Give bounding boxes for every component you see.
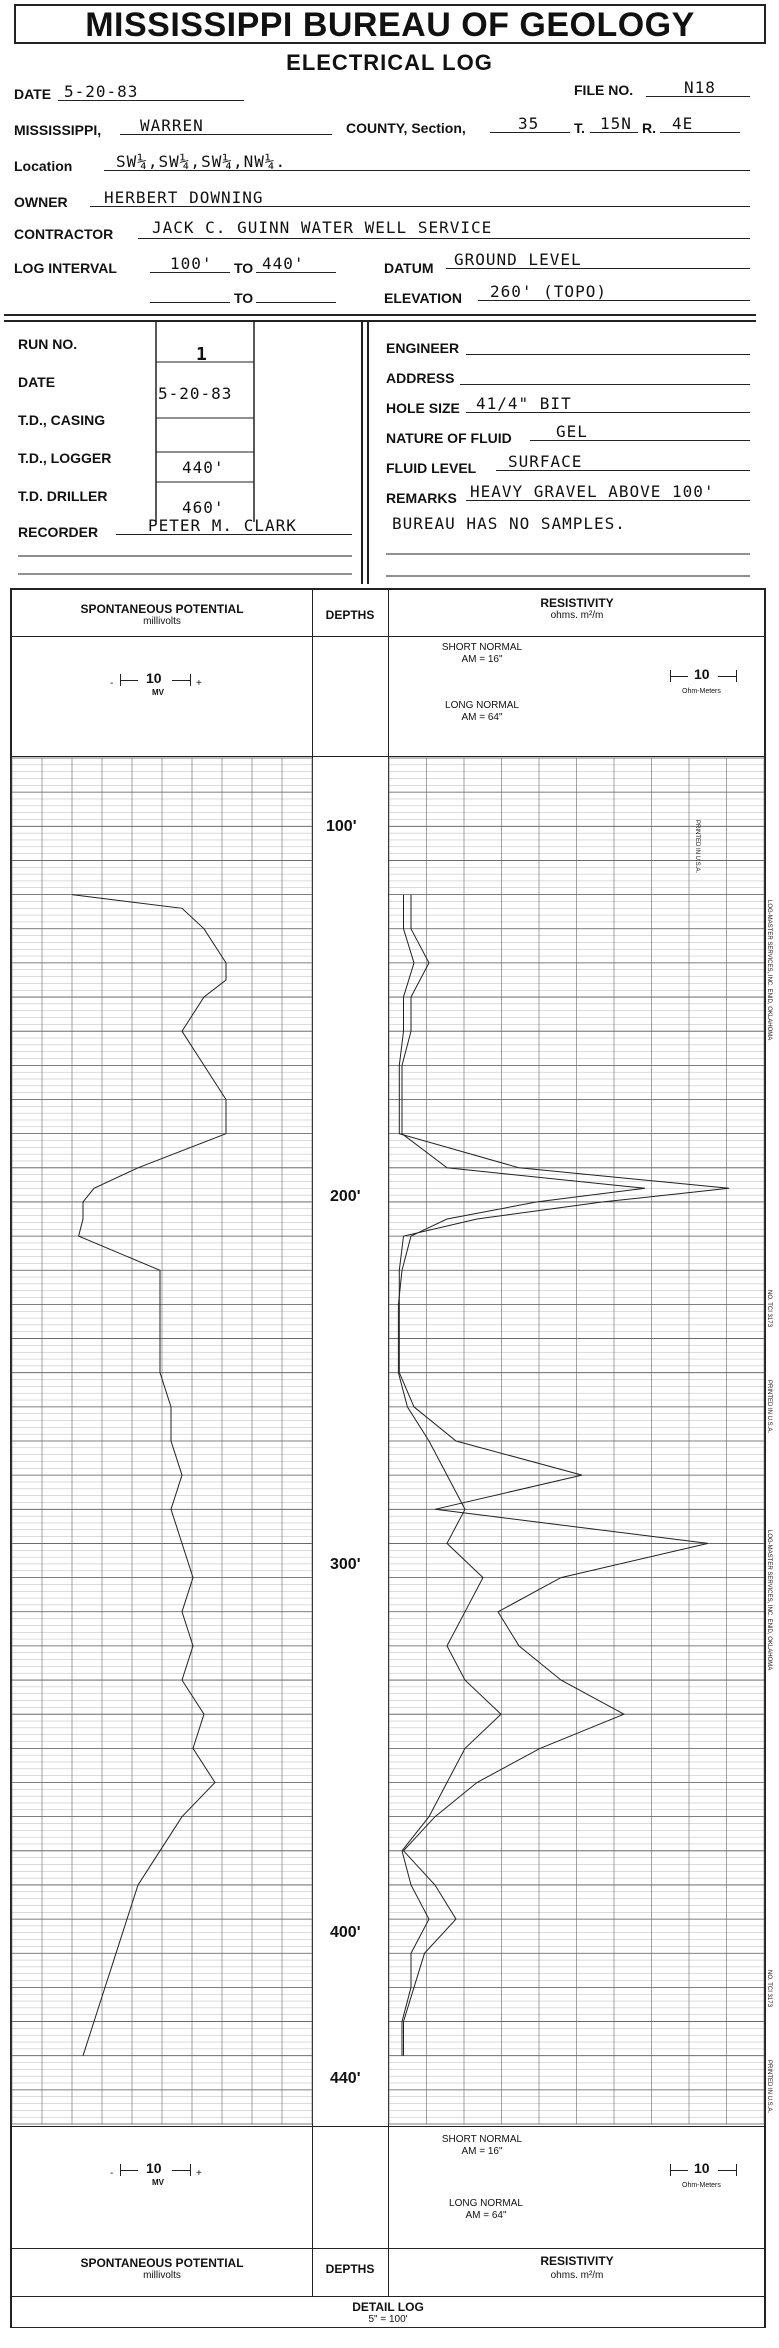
detail-log-scale: 5" = 100' <box>368 2314 408 2325</box>
res-scale-value: 10 <box>694 666 710 682</box>
margin-no-2: NO. TCI 3173 <box>766 1970 772 2007</box>
recorder-value: PETER M. CLARK <box>148 516 297 535</box>
r-value: 4E <box>672 114 694 133</box>
short-normal-label: SHORT NORMAL <box>441 642 523 653</box>
log-to-line <box>256 272 336 273</box>
location-label: Location <box>14 158 73 174</box>
r-line <box>660 132 740 133</box>
long-normal-label: LONG NORMAL <box>445 700 519 711</box>
sp-plus: + <box>196 678 202 689</box>
log-to-value: 440' <box>262 254 305 273</box>
elevation-label: ELEVATION <box>384 290 463 306</box>
file-line <box>646 96 750 97</box>
fluid-line <box>530 440 750 441</box>
res-scale-bar-left <box>670 2170 688 2171</box>
run-date-label: DATE <box>18 374 56 390</box>
long-normal-am: AM = 64" <box>461 712 503 723</box>
bottom-long-normal-am: AM = 64" <box>465 2210 507 2221</box>
bottom-rule-1 <box>10 2126 766 2127</box>
sp-scale-bar-right <box>172 2170 190 2171</box>
td-driller-value: 460' <box>182 498 225 517</box>
bottom-res-units: ohms. m²/m <box>550 2270 604 2281</box>
fluid-level-label: FLUID LEVEL <box>386 460 477 476</box>
t-value: 15N <box>600 114 632 133</box>
log-from-line <box>150 272 230 273</box>
resistivity-grid <box>389 758 764 2124</box>
bottom-res-title: RESISTIVITY <box>540 2254 614 2268</box>
margin-printed-1: PRINTED IN U.S.A. <box>694 820 700 874</box>
sp-scale-unit: MV <box>152 688 164 697</box>
margin-services-1: LOG-MASTER SERVICES, INC. ENID, OKLAHOMA <box>766 900 772 1041</box>
bottom-res-scale <box>666 2160 756 2196</box>
td-casing-label: T.D., CASING <box>18 412 106 428</box>
short-normal-am: AM = 16" <box>461 654 503 665</box>
page-subtitle: ELECTRICAL LOG <box>286 50 493 75</box>
contractor-label: CONTRACTOR <box>14 226 114 242</box>
log-chart <box>0 756 779 2126</box>
td-driller-label: T.D. DRILLER <box>18 488 108 504</box>
remarks-label: REMARKS <box>386 490 457 506</box>
recorder-label: RECORDER <box>18 524 99 540</box>
section-line <box>490 132 570 133</box>
county-line <box>120 134 332 135</box>
res-scale <box>666 666 756 702</box>
address-line <box>460 384 750 385</box>
bottom-sp-scale <box>110 2160 220 2190</box>
owner-value: HERBERT DOWNING <box>104 188 264 207</box>
res-scale-tick-right <box>736 670 737 682</box>
section-divider <box>4 314 756 316</box>
res-units: ohms. m²/m <box>550 610 604 621</box>
hole-size-label: HOLE SIZE <box>386 400 460 416</box>
recorder-line <box>116 534 352 535</box>
fluid-value: GEL <box>556 422 588 441</box>
sp-scale-tick-left <box>120 674 121 686</box>
res-scale-bar-right <box>718 676 736 677</box>
run-no-label: RUN NO. <box>18 336 78 352</box>
bottom-sp-title: SPONTANEOUS POTENTIAL <box>80 2256 244 2270</box>
run-grid <box>0 320 779 590</box>
sp-scale-tick-right <box>190 2164 191 2176</box>
contractor-line <box>138 238 750 239</box>
r-label: R. <box>642 120 656 136</box>
owner-label: OWNER <box>14 194 68 210</box>
sp-scale-bar-left <box>120 2170 138 2171</box>
depths-title: DEPTHS <box>325 608 375 622</box>
res-scale-tick-right <box>736 2164 737 2176</box>
margin-services-2: LOG-MASTER SERVICES, INC. ENID, OKLAHOMA <box>766 1530 772 1671</box>
sp-title: SPONTANEOUS POTENTIAL <box>80 602 244 616</box>
res-scale-value: 10 <box>694 2160 710 2176</box>
sp-scale-unit: MV <box>152 2178 164 2187</box>
location-value: SW¼,SW¼,SW¼,NW¼. <box>116 152 287 171</box>
page-title: MISSISSIPPI BUREAU OF GEOLOGY <box>85 6 695 44</box>
to2-line-a <box>150 302 230 303</box>
header-rule-1 <box>10 636 766 637</box>
detail-log-title: DETAIL LOG <box>352 2300 424 2314</box>
fluid-label: NATURE OF FLUID <box>386 430 512 446</box>
run-date-value: 5-20-83 <box>158 384 233 403</box>
elevation-value: 260' (TOPO) <box>490 282 607 301</box>
depth-label: 400' <box>330 1924 361 1941</box>
engineer-label: ENGINEER <box>386 340 460 356</box>
margin-printed-2: PRINTED IN U.S.A. <box>766 1380 772 1434</box>
state-label: MISSISSIPPI, <box>14 122 102 138</box>
remarks-line <box>466 500 750 501</box>
depth-label: 300' <box>330 1556 361 1573</box>
contractor-value: JACK C. GUINN WATER WELL SERVICE <box>152 218 493 237</box>
depth-label: 200' <box>330 1188 361 1205</box>
hole-size-value: 41/4" BIT <box>476 394 572 413</box>
section-value: 35 <box>518 114 540 133</box>
elevation-line <box>478 300 750 301</box>
hole-size-line <box>466 412 750 413</box>
remarks-value: HEAVY GRAVEL ABOVE 100' <box>470 482 715 501</box>
fluid-level-line <box>496 470 750 471</box>
bottom-short-normal-label: SHORT NORMAL <box>441 2134 523 2145</box>
address-label: ADDRESS <box>386 370 455 386</box>
margin-no-1: NO. TCI 3173 <box>766 1290 772 1327</box>
res-scale-unit: Ohm-Meters <box>682 688 721 695</box>
to-label: TO <box>234 260 254 276</box>
sp-scale-value: 10 <box>146 670 162 686</box>
margin-printed-3: PRINTED IN U.S.A. <box>766 2060 772 2114</box>
depth-label: 440' <box>330 2070 361 2087</box>
bottom-long-normal-label: LONG NORMAL <box>449 2198 523 2209</box>
datum-value: GROUND LEVEL <box>454 250 582 269</box>
bottom-depths-title: DEPTHS <box>325 2262 375 2276</box>
engineer-line <box>466 354 750 355</box>
sp-minus: - <box>110 2168 114 2179</box>
sp-grid <box>12 758 312 2124</box>
sp-scale-bar-right <box>172 680 190 681</box>
date-label: DATE <box>14 86 52 102</box>
bottom-short-normal-am: AM = 16" <box>461 2146 503 2157</box>
t-label: T. <box>574 120 585 136</box>
res-scale-bar-left <box>670 676 688 677</box>
remarks-value-2: BUREAU HAS NO SAMPLES. <box>392 514 626 533</box>
sp-scale-tick-left <box>120 2164 121 2176</box>
t-line <box>590 132 638 133</box>
county-value: WARREN <box>140 116 204 135</box>
log-from-value: 100' <box>170 254 213 273</box>
sp-scale-value: 10 <box>146 2160 162 2176</box>
sp-plus: + <box>196 2168 202 2179</box>
to2-line-b <box>256 302 336 303</box>
file-label: FILE NO. <box>574 82 634 98</box>
datum-line <box>446 268 750 269</box>
res-title: RESISTIVITY <box>540 596 614 610</box>
td-logger-label: T.D., LOGGER <box>18 450 112 466</box>
owner-line <box>90 206 750 207</box>
bottom-sp-units: millivolts <box>143 2270 181 2281</box>
run-no-value: 1 <box>196 344 208 365</box>
to2-label: TO <box>234 290 254 306</box>
location-line <box>104 170 750 171</box>
fluid-level-value: SURFACE <box>508 452 583 471</box>
log-interval-label: LOG INTERVAL <box>14 260 117 276</box>
date-line <box>58 100 244 101</box>
td-logger-value: 440' <box>182 458 225 477</box>
datum-label: DATUM <box>384 260 434 276</box>
sp-minus: - <box>110 678 114 689</box>
county-label: COUNTY, Section, <box>346 120 466 136</box>
title-box <box>14 4 766 44</box>
depth-label: 100' <box>326 818 357 835</box>
file-value: N18 <box>684 78 716 97</box>
res-scale-bar-right <box>718 2170 736 2171</box>
sp-units: millivolts <box>143 616 181 627</box>
sp-scale-tick-right <box>190 674 191 686</box>
bottom-rule-2 <box>10 2248 766 2249</box>
date-value: 5-20-83 <box>64 82 139 101</box>
sp-scale-bar-left <box>120 680 138 681</box>
res-scale-unit: Ohm-Meters <box>682 2182 721 2189</box>
sp-scale <box>110 670 220 700</box>
